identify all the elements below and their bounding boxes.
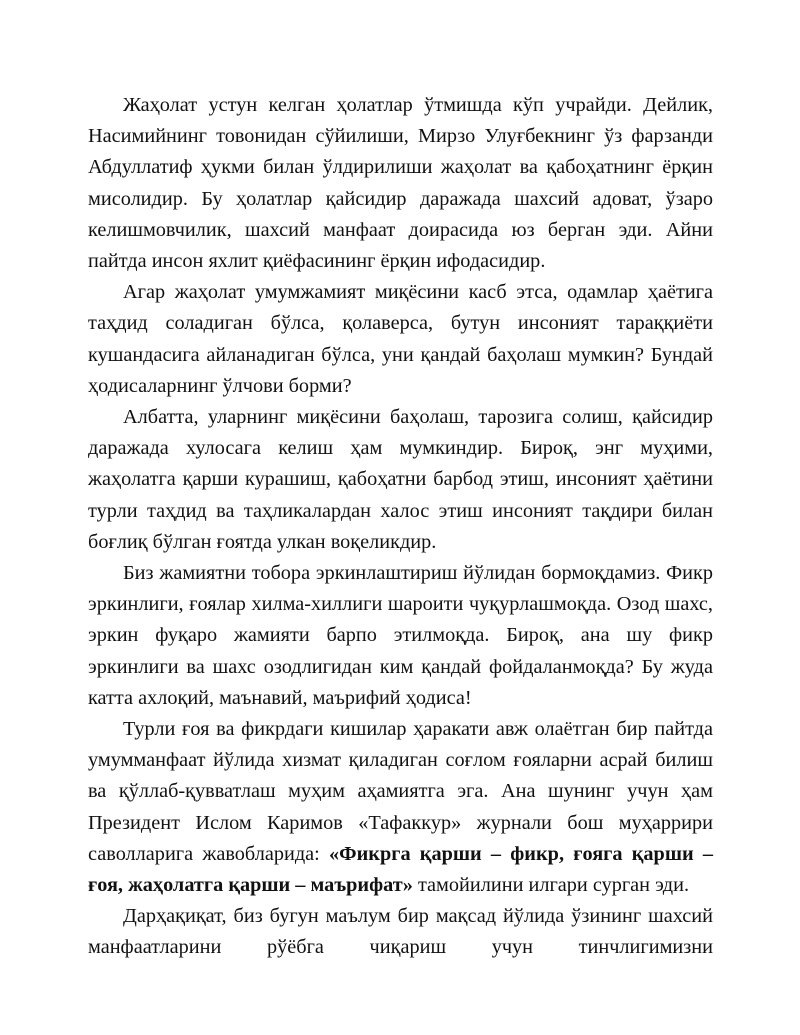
paragraph-5-bold-quote: «Фикрга қарши – фикр, ғояга қарши – ғоя, жаҳолатга қарши – маърифат»: [88, 842, 713, 897]
paragraph-5-text-before: Турли ғоя ва фикрдаги кишилар ҳаракати авж олаётган бир пайтда умумманфаат йўлида хизмат қиладиган соғлом ғояларни асрай билиш ва қўллаб-қувватлаш муҳим аҳамиятга эга. Ана шунинг учун ҳам Президент Ислом Каримов «Тафаккур» журнали бош муҳаррири саволларига жавобларида:: [88, 718, 713, 865]
document-page: [88, 90, 713, 964]
paragraph-4: Биз жамиятни тобора эркинлаштириш йўлидан бормоқдамиз. Фикр эркинлиги, ғоялар хилма-хиллиги шароити чуқурлашмоқда. Озод шахс, эркин фуқаро жамияти барпо этилмоқда. Бироқ, ана шу фикр эркинлиги ва шахс озодлигидан ким қандай фойдаланмоқда? Бу жуда катта ахлоқий, маънавий, маърифий ҳодиса!: [88, 562, 713, 709]
paragraph-5-text-after: тамойилини илгари сурган эди.: [412, 874, 690, 897]
paragraph-3: Албатта, уларнинг миқёсини баҳолаш, тарозига солиш, қайсидир даражада хулосага келиш ҳам мумкиндир. Бироқ, энг муҳими, жаҳолатга қарши курашиш, қабоҳатни барбод этиш, инсоният ҳаётини турли таҳдид ва таҳликалардан халос этиш инсоният тақдири билан боғлиқ бўлган ғоятда улкан воқеликдир.: [88, 406, 713, 553]
paragraph-2: Агар жаҳолат умумжамият миқёсини касб этса, одамлар ҳаётига таҳдид соладиган бўлса, қолаверса, бутун инсоният тараққиёти кушандасига айланадиган бўлса, уни қандай баҳолаш мумкин? Бундай ҳодисаларнинг ўлчови борми?: [88, 281, 713, 397]
paragraph-5: [88, 714, 713, 901]
paragraph-1: Жаҳолат устун келган ҳолатлар ўтмишда кўп учрайди. Дейлик, Насимийнинг товонидан сўйилиши, Мирзо Улуғбекнинг ўз фарзанди Абдуллатиф ҳукми билан ўлдирилиши жаҳолат ва қабоҳатнинг ёрқин мисолидир. Бу ҳолатлар қайсидир даражада шахсий адоват, ўзаро келишмовчилик, шахсий манфаат доирасида юз берган эди. Айни пайтда инсон яхлит қиёфасининг ёрқин ифодасидир.: [88, 94, 713, 273]
paragraph-6: Дарҳақиқат, биз бугун маълум бир мақсад йўлида ўзининг шахсий манфаатларини рўёбга чиқариш учун тинчлигимизни: [88, 905, 713, 959]
